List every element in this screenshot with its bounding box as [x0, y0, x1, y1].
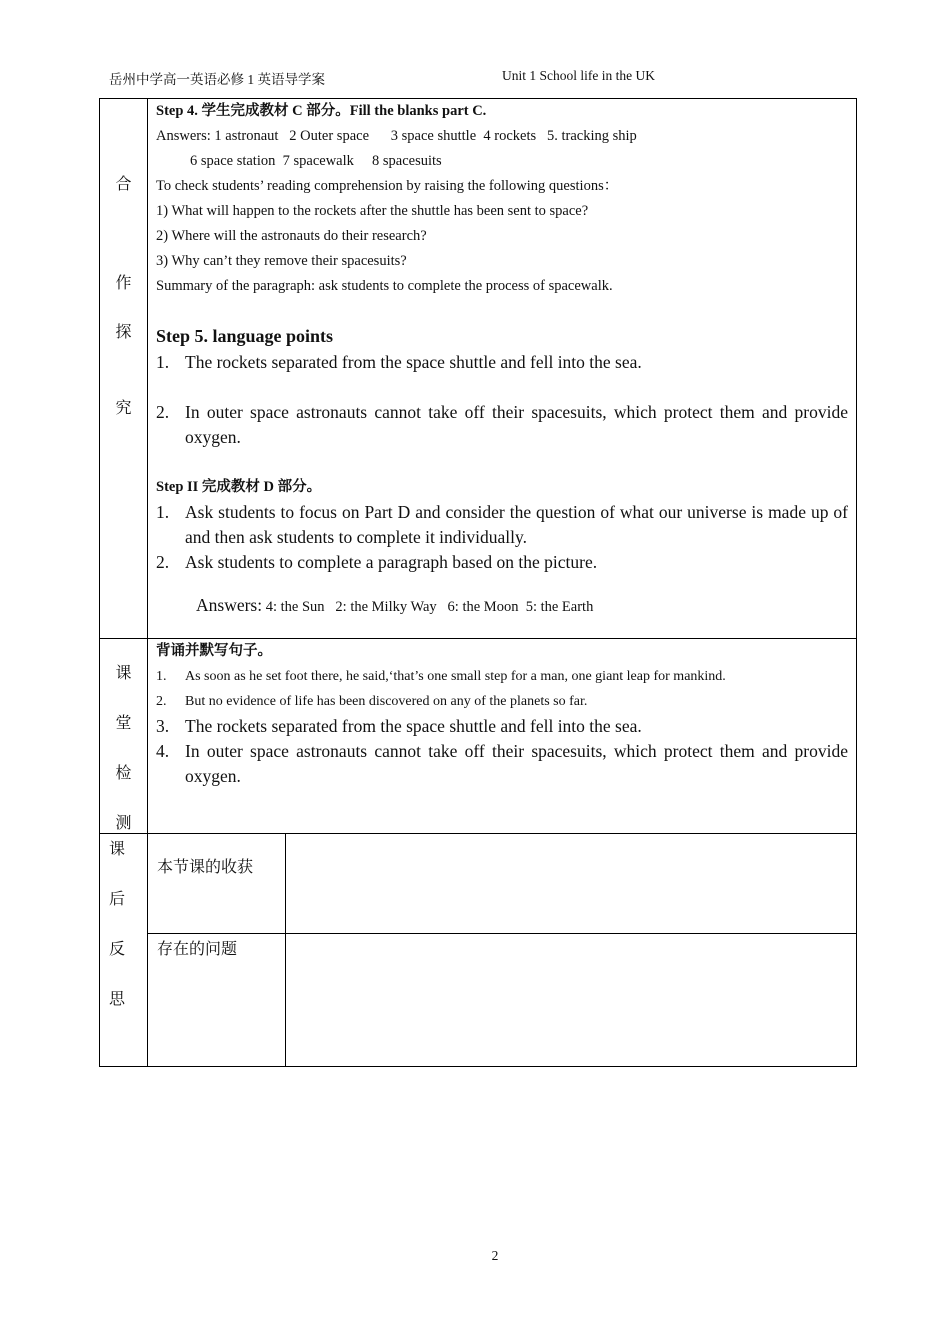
recite-title: 背诵并默写句子。 [156, 643, 272, 659]
problems-answer-cell[interactable] [286, 934, 857, 1067]
question: 1) What will happen to the rockets after the shuttle has been sent to space? [156, 203, 589, 219]
question: 3) Why can’t they remove their spacesuits? [156, 253, 407, 269]
sentence-item [156, 739, 848, 789]
step4-title: Step 4. 学生完成教材 C 部分。Fill the blanks part C. [156, 103, 487, 119]
item-number: 2. [156, 552, 170, 572]
section2-content [148, 639, 857, 834]
item-text: As soon as he set foot there, he said,‘that’s one small step for a man, one giant leap for mankind. [185, 669, 726, 684]
side-char: 思 [109, 991, 126, 1008]
header-right: Unit 1 School life in the UK [502, 68, 655, 83]
item-number: 3. [156, 716, 170, 736]
item-number: 2. [156, 694, 167, 709]
section1-content [148, 99, 857, 639]
side-char: 课 [109, 841, 126, 858]
item-number: 2. [156, 402, 170, 422]
side-char: 课 [115, 665, 132, 682]
side-char: 检 [115, 765, 132, 782]
section1-side-label [100, 99, 148, 639]
task-item [156, 500, 848, 550]
language-point [156, 400, 848, 450]
side-char: 探 [115, 324, 132, 341]
problems-label-cell [148, 934, 286, 1067]
step5-title: Step 5. language points [156, 326, 334, 346]
item-text: The rockets separated from the space shuttle and fell into the sea. [185, 352, 642, 372]
page-number: 2 [491, 1248, 499, 1263]
sentence-item [156, 689, 848, 714]
item-number: 1. [156, 352, 170, 372]
paragraph-summary: Summary of the paragraph: ask students to complete the process of spacewalk. [156, 278, 613, 294]
item-text: Ask students to complete a paragraph based on the picture. [185, 552, 598, 572]
gains-label: 本节课的收获 [157, 859, 254, 876]
side-char: 作 [115, 275, 132, 292]
sentence-item [156, 664, 848, 689]
side-char: 测 [115, 815, 132, 832]
item-number: 1. [156, 669, 167, 684]
item-number: 1. [156, 502, 170, 522]
side-char: 究 [115, 400, 132, 417]
answers-line-2: 6 space station 7 spacewalk 8 spacesuits [190, 153, 442, 169]
language-point [156, 350, 848, 375]
spacer [156, 375, 848, 400]
side-char: 反 [109, 941, 126, 958]
side-char: 后 [109, 891, 126, 908]
item-text: Ask students to focus on Part D and consider the question of what our universe is made up of and then ask students to complete it individually. [185, 502, 848, 547]
problems-label: 存在的问题 [157, 941, 238, 959]
check-intro: To check students’ reading comprehension by raising the following questions： [156, 178, 619, 194]
answers-values: 4: the Sun 2: the Milky Way 6: the Moon 5: the Earth [262, 599, 594, 615]
question: 2) Where will the astronauts do their research? [156, 228, 427, 244]
gains-answer-cell[interactable] [286, 834, 857, 934]
answers-line-1: Answers: 1 astronaut 2 Outer space 3 space shuttle 4 rockets 5. tracking ship [156, 128, 637, 144]
header-left: 岳州中学高一英语必修 1 英语导学案 [109, 72, 325, 87]
item-number: 4. [156, 741, 170, 761]
section2-side-label [100, 639, 148, 834]
item-text: The rockets separated from the space shuttle and fell into the sea. [185, 716, 642, 736]
section3-side-label [100, 834, 148, 1067]
item-text: In outer space astronauts cannot take off their spacesuits, which protect them and provide oxygen. [185, 741, 848, 786]
side-char: 堂 [115, 715, 132, 732]
sentence-item [156, 714, 848, 739]
answers-label: Answers: [196, 595, 263, 615]
part-d-answers [156, 575, 848, 638]
task-item [156, 550, 848, 575]
side-char: 合 [115, 176, 132, 193]
gains-label-cell [148, 834, 286, 934]
item-text: But no evidence of life has been discovered on any of the planets so far. [185, 694, 588, 709]
item-text: In outer space astronauts cannot take off their spacesuits, which protect them and provide oxygen. [185, 402, 848, 447]
stepII-title: Step II 完成教材 D 部分。 [156, 479, 322, 495]
lesson-table [99, 98, 857, 1067]
